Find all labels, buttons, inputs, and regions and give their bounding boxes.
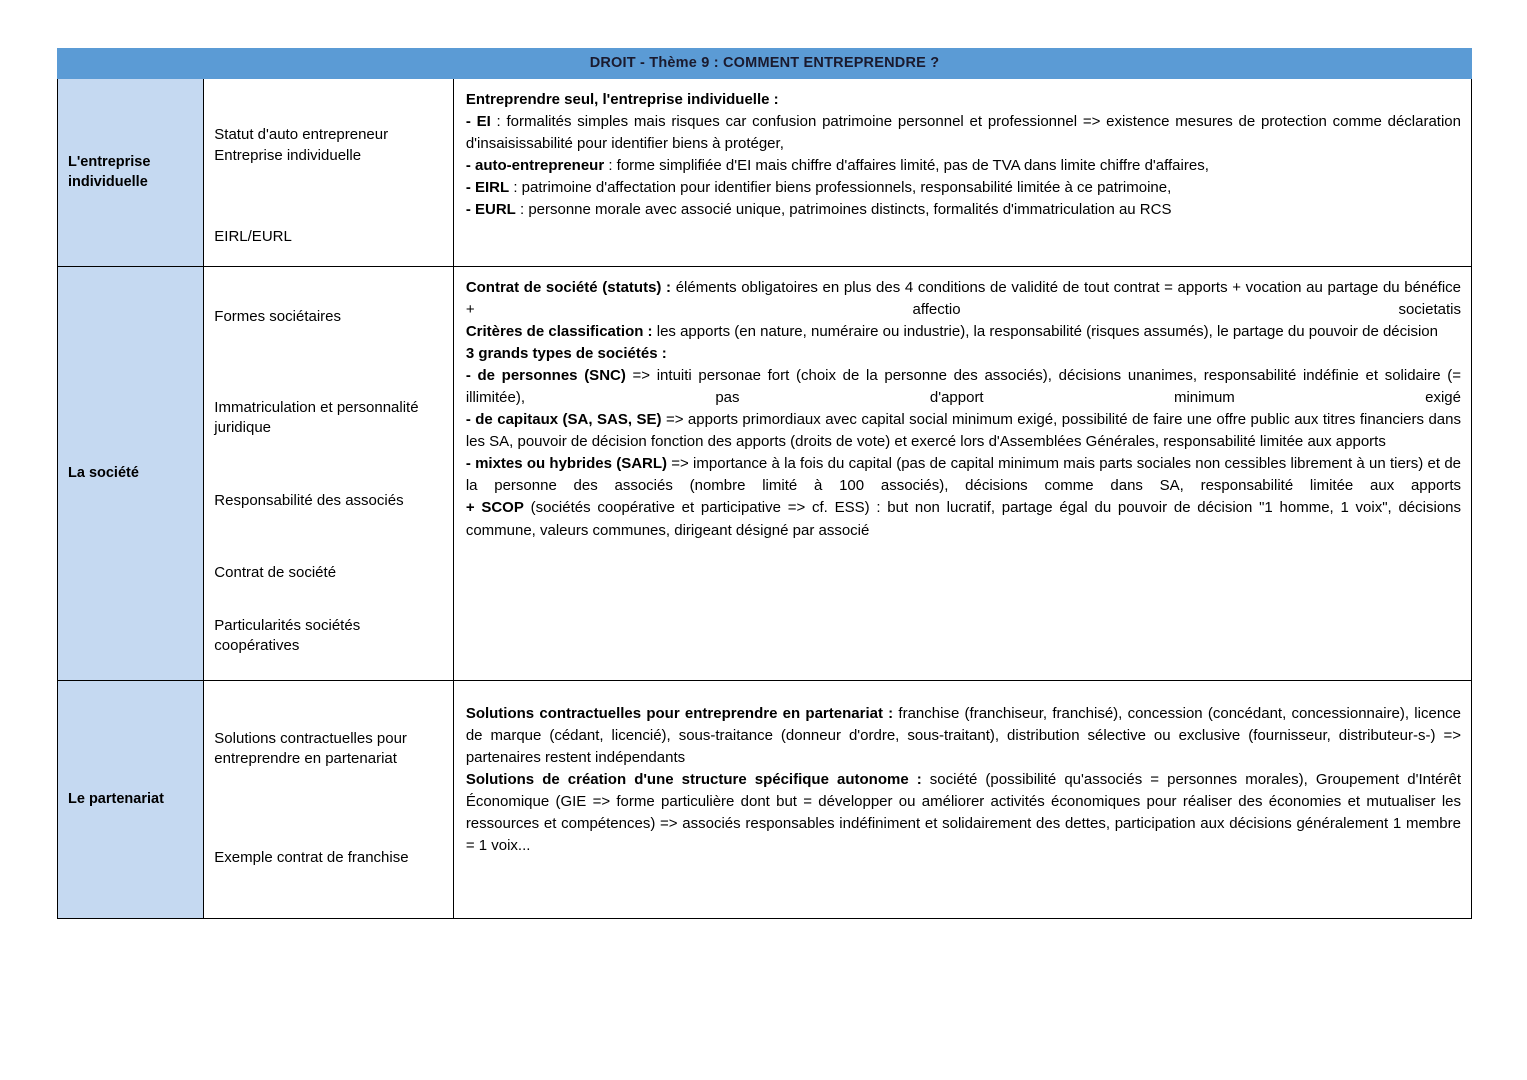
content-line-text: (sociétés coopérative et participative => cf. ESS) : but non lucratif, partage égal du pouvoir de décision "1 homme, 1 voix", décisions commune, valeurs communes, dirigeant désigné par associé	[465, 499, 1462, 539]
content-line	[466, 365, 1461, 409]
content-line-lead: - auto-entrepreneur	[465, 157, 605, 175]
content-entreprise-individuelle	[453, 79, 1471, 267]
content-line	[466, 277, 1461, 321]
content-line-text: les apports (en nature, numéraire ou industrie), la responsabilité (risques assumés), le partage du pouvoir de décision	[652, 323, 1438, 341]
content-line	[466, 177, 1461, 199]
content-heading	[466, 89, 1461, 111]
content-line-text: éléments obligatoires en plus des 4 conditions de validité de tout contrat = apports + vocation au partage du bénéfice + affectio societatis	[465, 279, 1462, 319]
table-row	[58, 267, 1472, 681]
content-line	[466, 409, 1461, 453]
subtopic-item: Immatriculation et personnalité juridique	[214, 399, 419, 437]
content-line	[466, 343, 1461, 365]
subtopics-le-partenariat	[204, 681, 454, 919]
content-heading-text: Entreprendre seul, l'entreprise individuelle :	[465, 91, 779, 108]
subtopic-item: Responsabilité des associés	[214, 492, 404, 509]
content-line-text: franchise (franchiseur, franchisé), concession (concédant, concessionnaire), licence de marque (cédant, licencié), sous-traitance (donneur d'ordre, sous-traitant), distribution sélective ou exclusive (fournisseur, distributeur-s-) => partenaires restent indépendants	[465, 705, 1461, 767]
content-line-text: => apports primordiaux avec capital social minimum exigé, possibilité de faire une offre public aux titres financiers dans les SA, pouvoir de décision fonction des apports (droits de vote) et exercé lors d'Assemblées Générales, responsabilité limitée aux apports	[465, 411, 1461, 451]
content-line-lead: Solutions de création d'une structure spécifique autonome :	[465, 771, 922, 789]
content-line-lead: - EURL	[465, 201, 516, 219]
subtopic-item: Contrat de société	[214, 564, 337, 581]
subtopics-entreprise-individuelle	[204, 79, 454, 267]
course-summary-table	[57, 48, 1472, 919]
subtopic-item: Solutions contractuelles pour entreprendre en partenariat	[214, 730, 407, 768]
subtopic-item: EIRL/EURL	[214, 228, 292, 245]
content-line	[466, 703, 1461, 769]
content-line-text: => importance à la fois du capital (pas de capital minimum mais parts sociales non cessibles librement à un tiers) et de la personne des associés (nombre limité à 100 associés), décisions comme dans SA, responsabilité limitée aux apports	[465, 455, 1462, 495]
content-line-text: : personne morale avec associé unique, patrimoines distincts, formalités d'immatriculation au RCS	[515, 201, 1172, 219]
content-line-text: : forme simplifiée d'EI mais chiffre d'affaires limité, pas de TVA dans limite chiffre d'affaires,	[604, 157, 1209, 175]
content-line	[466, 769, 1461, 857]
table-banner-row	[58, 49, 1472, 79]
content-line-lead: Solutions contractuelles pour entreprendre en partenariat :	[465, 705, 894, 722]
category-label-le-partenariat: Le partenariat	[58, 681, 204, 919]
subtopic-item: Exemple contrat de franchise	[214, 849, 409, 866]
content-le-partenariat	[453, 681, 1471, 919]
table-row	[58, 79, 1472, 267]
content-line	[466, 321, 1461, 343]
content-line-lead: Contrat de société (statuts) :	[465, 279, 672, 296]
content-line-lead: + SCOP	[465, 499, 524, 517]
category-label-entreprise-individuelle: L'entreprise individuelle	[58, 79, 204, 267]
content-line-lead: - EI	[465, 113, 491, 131]
content-line	[466, 497, 1461, 541]
content-line-text: société (possibilité qu'associés = personnes morales), Groupement d'Intérêt Économique (GIE => forme particulière dont but = développer ou améliorer activités économiques pour réaliser des économies et mutualiser les ressources et compétences) => associés responsables indéfiniment et solidairement des dettes, participation aux décisions généralement 1 membre = 1 voix...	[465, 771, 1461, 855]
content-line-text: => intuiti personae fort (choix de la personne des associés), décisions unanimes, responsabilité indéfinie et solidaire (= illimitée), pas d'apport minimum exigé	[465, 367, 1461, 407]
subtopic-item: Statut d'auto entrepreneur	[214, 126, 389, 143]
document-title: DROIT - Thème 9 : COMMENT ENTREPRENDRE ?	[589, 55, 940, 71]
content-line-text: : patrimoine d'affectation pour identifier biens professionnels, responsabilité limitée à ce patrimoine,	[509, 179, 1172, 197]
content-line-lead: Critères de classification :	[465, 323, 653, 341]
content-line-lead: - EIRL	[465, 179, 510, 197]
content-line-lead: - de capitaux (SA, SAS, SE)	[465, 411, 662, 429]
subtopic-item: Entreprise individuelle	[214, 147, 362, 164]
content-line-lead: 3 grands types de sociétés :	[465, 345, 667, 363]
table-row	[58, 681, 1472, 919]
content-line-lead: - mixtes ou hybrides (SARL)	[465, 455, 668, 473]
banner-cell	[58, 49, 1472, 79]
content-line	[466, 155, 1461, 177]
category-label-la-societe: La société	[58, 267, 204, 681]
content-line	[466, 199, 1461, 221]
content-line-text: : formalités simples mais risques car confusion patrimoine personnel et professionnel => existence mesures de protection comme déclaration d'insaisissabilité pour identifier biens à protéger,	[465, 113, 1461, 153]
subtopic-item: Particularités sociétés coopératives	[214, 617, 361, 655]
content-line	[466, 453, 1461, 497]
content-line	[466, 111, 1461, 155]
content-la-societe	[453, 267, 1471, 681]
subtopic-item: Formes sociétaires	[214, 308, 341, 325]
content-line-lead: - de personnes (SNC)	[465, 367, 626, 385]
subtopics-la-societe	[204, 267, 454, 681]
